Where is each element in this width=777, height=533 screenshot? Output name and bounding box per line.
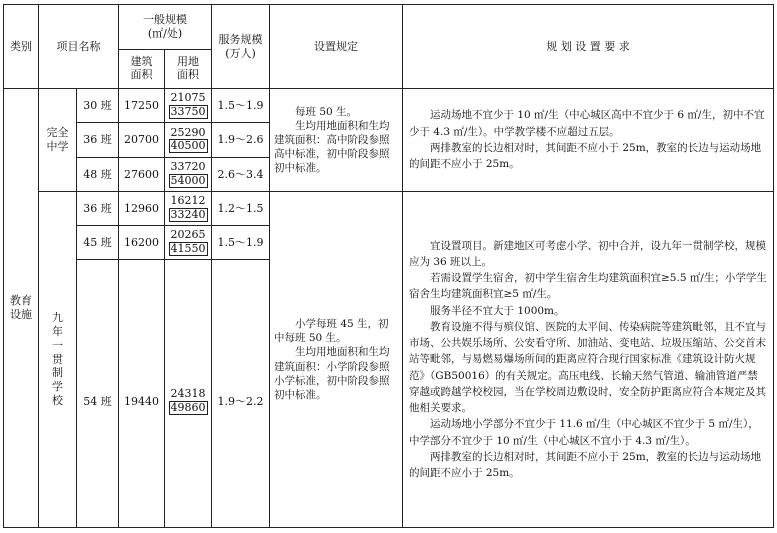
classes-cell: 48 班 xyxy=(77,158,119,192)
header-item-name: 项目名称 xyxy=(39,5,119,89)
classes-cell: 36 班 xyxy=(77,192,119,226)
header-land-area: 用地面积 xyxy=(165,50,212,89)
requirements-cell: 运动场地不宜少于 10 ㎡/生（中心城区高中不宜少于 6 ㎡/生，初中不宜少于 4.3 ㎡/生）。中学教学楼不应超过五层。 两排教室的长边相对时，其间距不应小于 25m，教室的长边与运动场地的间距不应小于 25m。 xyxy=(403,89,774,192)
settings-cell: 小学每班 45 生，初中每班 50 生。 生均用地面积和生均建筑面积：小学阶段参照小学标准，初中阶段参照初中标准。 xyxy=(270,192,403,528)
building-area-cell: 27600 xyxy=(119,158,165,192)
group-name-cell: 完全中学 xyxy=(39,89,77,192)
service-scale-cell: 2.6～3.4 xyxy=(212,158,270,192)
header-requirements: 规 划 设 置 要 求 xyxy=(403,5,774,89)
category-cell: 教育设施 xyxy=(4,89,39,528)
land-area-cell: 33720 54000 xyxy=(165,158,212,192)
header-building-area: 建筑面积 xyxy=(119,50,165,89)
requirements-cell: 宜设置项目。新建地区可考虑小学、初中合并，设九年一贯制学校，规模应为 36 班以上。 若需设置学生宿舍，初中学生宿舍生均建筑面积宜≥5.5 ㎡/生；小学学生宿舍生均建筑面积宜≥5 ㎡/生。 服务半径不宜大于 1000m。 教育设施不得与殡仪馆、医院的太平间、传染病院等建筑毗邻，且不宜与市场、公共娱乐场所、公安看守所、加油站、变电站、垃圾压缩站、公交首末站等毗邻，与易燃易爆场所间的距离应符合现行国家标准《建筑设计防火规范》（GB50016）的有关规定。高压电线、长输天然气管道、输油管道严禁穿越或跨越学校校园，当在学校周边敷设时，安全防护距离应符合本规定及其他相关要求。 运动场地小学部分不宜少于 11.6 ㎡/生（中心城区不宜少于 5 ㎡/生），中学部分不宜少于 10 ㎡/生（中心城区不宜小于 4.3 ㎡/生）。 两排教室的长边相对时，其间距不应小于 25m，教室的长边与运动场地的间距不应小于 25m。 xyxy=(403,192,774,528)
table-row xyxy=(4,89,774,123)
service-scale-cell: 1.5～1.9 xyxy=(212,89,270,123)
table-row xyxy=(4,192,774,226)
land-area-cell: 21075 33750 xyxy=(165,89,212,123)
education-facilities-table xyxy=(3,4,774,528)
classes-cell: 36 班 xyxy=(77,123,119,158)
building-area-cell: 19440 xyxy=(119,277,165,528)
building-area-cell: 16200 xyxy=(119,226,165,260)
land-area-cell: 16212 33240 xyxy=(165,192,212,226)
building-area-cell: 12960 xyxy=(119,192,165,226)
header-category: 类别 xyxy=(4,5,39,89)
land-area-cell: 24318 49860 xyxy=(165,277,212,528)
settings-cell: 每班 50 生。 生均用地面积和生均建筑面积：高中阶段参照高中标准，初中阶段参照初中标准。 xyxy=(270,89,403,192)
header-service-scale: 服务规模 (万人) xyxy=(212,5,270,89)
classes-cell: 30 班 xyxy=(77,89,119,123)
building-area-cell: 17250 xyxy=(119,89,165,123)
classes-cell: 45 班 xyxy=(77,226,119,260)
header-settings: 设置规定 xyxy=(270,5,403,89)
service-scale-cell: 1.9～2.2 xyxy=(212,277,270,528)
building-area-cell: 20700 xyxy=(119,123,165,158)
group-name-cell: 九年一贯制学校 xyxy=(39,192,77,528)
land-area-cell: 25290 40500 xyxy=(165,123,212,158)
classes-cell: 54 班 xyxy=(77,277,119,528)
service-scale-cell: 1.5～1.9 xyxy=(212,226,270,260)
service-scale-cell: 1.9～2.6 xyxy=(212,123,270,158)
service-scale-cell: 1.2～1.5 xyxy=(212,192,270,226)
header-general-scale: 一般规模 (㎡/处) xyxy=(119,5,212,50)
land-area-cell: 20265 41550 xyxy=(165,226,212,260)
header-row-1 xyxy=(4,5,774,50)
